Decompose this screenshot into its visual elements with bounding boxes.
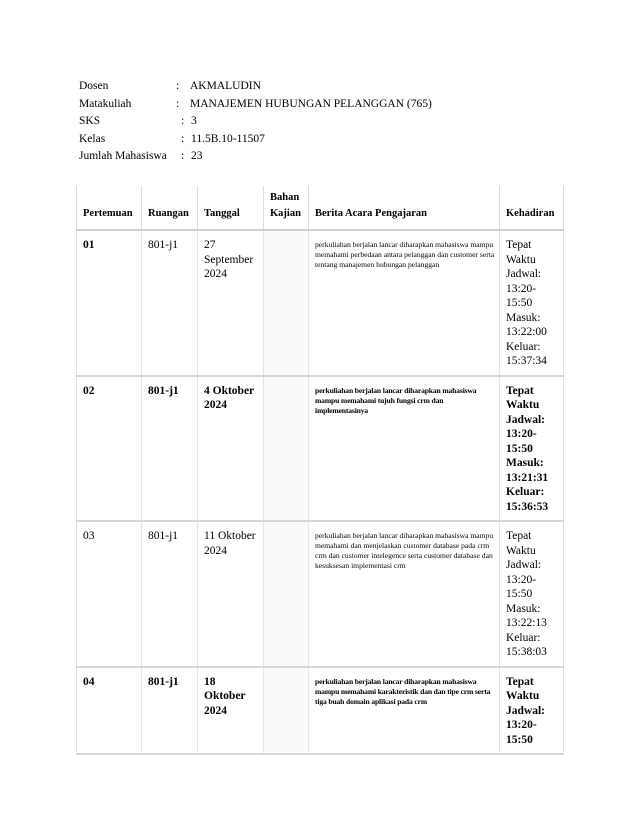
cell-kehadiran <box>500 667 564 755</box>
header-tanggal: Tanggal <box>198 186 264 230</box>
header-ruangan: Ruangan <box>142 186 198 230</box>
info-value: 3 <box>191 115 197 128</box>
kehadiran-line: Keluar: <box>506 486 545 498</box>
kehadiran-line: Masuk: <box>506 457 544 469</box>
cell-kehadiran <box>500 376 564 522</box>
header-pertemuan: Pertemuan <box>77 186 142 230</box>
cell-bahan-kajian <box>264 376 309 522</box>
kehadiran-line: Masuk: <box>506 602 541 615</box>
cell-berita-acara: perkuliahan berjalan lancar diharapkan mahasiswa mampu memahami perbedaan antara pelanggan dan customer serta tentang manajemen hubungan pelanggan <box>309 230 500 376</box>
cell-ruangan: 801-j1 <box>142 521 198 667</box>
kehadiran-line: 15:50 <box>506 297 533 309</box>
kehadiran-line: 15:50 <box>506 733 533 746</box>
cell-berita-acara: perkuliahan berjalan lancar diharapkan mahasiswa mampu memahami karakteristik dan dan tipe crm serta tiga buah domain aplikasi pada crm <box>309 667 500 755</box>
cell-tanggal: 11 Oktober 2024 <box>198 521 264 667</box>
kehadiran-line: Jadwal: <box>506 559 542 571</box>
kehadiran-line: Waktu <box>506 253 536 266</box>
kehadiran-line: Tepat <box>506 530 532 542</box>
table-row <box>77 376 564 522</box>
attendance-table <box>76 186 563 755</box>
table-row <box>77 230 564 376</box>
info-value: MANAJEMEN HUBUNGAN PELANGGAN (765) <box>190 97 432 110</box>
kehadiran-line: 15:50 <box>506 442 533 455</box>
kehadiran-line: 13:20- <box>506 282 537 295</box>
cell-ruangan: 801-j1 <box>142 376 198 522</box>
info-label: SKS <box>79 115 101 128</box>
kehadiran-line: Keluar: <box>506 340 541 353</box>
kehadiran-line: Waktu <box>506 399 540 411</box>
cell-kehadiran <box>500 521 564 667</box>
table-header-row <box>77 186 564 230</box>
info-value: 23 <box>191 150 203 163</box>
info-colon: : <box>181 115 185 128</box>
kehadiran-line: Tepat <box>506 239 532 251</box>
info-value: 11.5B.10-11507 <box>191 132 265 145</box>
cell-berita-acara: perkuliahan berjalan lancar diharapkan mahasiswa mampu memahami dan menjelaskan customer database pada crm crm dan customer intelegence serta customer database dan kesuksesan implementasi crm <box>309 521 500 667</box>
cell-tanggal: 27 September 2024 <box>198 230 264 376</box>
cell-tanggal: 4 Oktober 2024 <box>198 376 264 522</box>
kehadiran-line: Jadwal: <box>506 413 545 426</box>
kehadiran-line: Jadwal: <box>506 704 545 717</box>
cell-tanggal: 18 Oktober 2024 <box>198 667 264 755</box>
info-colon: : <box>181 150 185 163</box>
kehadiran-line: 13:22:13 <box>506 617 547 629</box>
info-label: Kelas <box>79 132 106 145</box>
kehadiran-line: Keluar: <box>506 631 541 644</box>
kehadiran-line: 15:37:34 <box>506 355 547 367</box>
kehadiran-line: 13:20- <box>506 719 537 731</box>
info-label: Matakuliah <box>79 97 132 110</box>
cell-pertemuan: 04 <box>77 667 142 755</box>
cell-ruangan: 801-j1 <box>142 230 198 376</box>
kehadiran-line: 15:36:53 <box>506 500 549 513</box>
kehadiran-line: 15:50 <box>506 588 533 600</box>
header-kehadiran: Kehadiran <box>500 186 564 230</box>
kehadiran-line: 15:38:03 <box>506 646 547 658</box>
info-label: Jumlah Mahasiswa <box>79 150 167 163</box>
cell-kehadiran <box>500 230 564 376</box>
info-colon: : <box>176 97 180 110</box>
kehadiran-line: Waktu <box>506 544 536 557</box>
info-colon: : <box>181 132 185 145</box>
kehadiran-line: Masuk: <box>506 311 541 324</box>
cell-pertemuan: 01 <box>77 230 142 376</box>
kehadiran-line: 13:20- <box>506 573 537 586</box>
table-row <box>77 667 564 755</box>
cell-berita-acara: perkuliahan berjalan lancar diharapkan mahasiswa mampu memahami tujuh fungsi crm dan implementasinya <box>309 376 500 522</box>
kehadiran-line: Tepat <box>506 675 534 688</box>
kehadiran-line: 13:20- <box>506 428 537 440</box>
cell-bahan-kajian <box>264 521 309 667</box>
kehadiran-line: Tepat <box>506 384 534 397</box>
cell-ruangan: 801-j1 <box>142 667 198 755</box>
kehadiran-line: 13:21:31 <box>506 471 549 484</box>
cell-bahan-kajian <box>264 230 309 376</box>
cell-bahan-kajian <box>264 667 309 755</box>
info-label: Dosen <box>79 80 109 92</box>
header-bahan-kajian: Bahan Kajian <box>264 186 309 230</box>
header-berita-acara: Berita Acara Pengajaran <box>309 186 500 230</box>
kehadiran-line: Waktu <box>506 690 540 702</box>
kehadiran-line: Jadwal: <box>506 268 542 280</box>
info-colon: : <box>176 80 180 92</box>
table-row <box>77 521 564 667</box>
cell-pertemuan: 03 <box>77 521 142 667</box>
kehadiran-line: 13:22:00 <box>506 326 547 338</box>
info-value: AKMALUDIN <box>190 80 261 92</box>
cell-pertemuan: 02 <box>77 376 142 522</box>
